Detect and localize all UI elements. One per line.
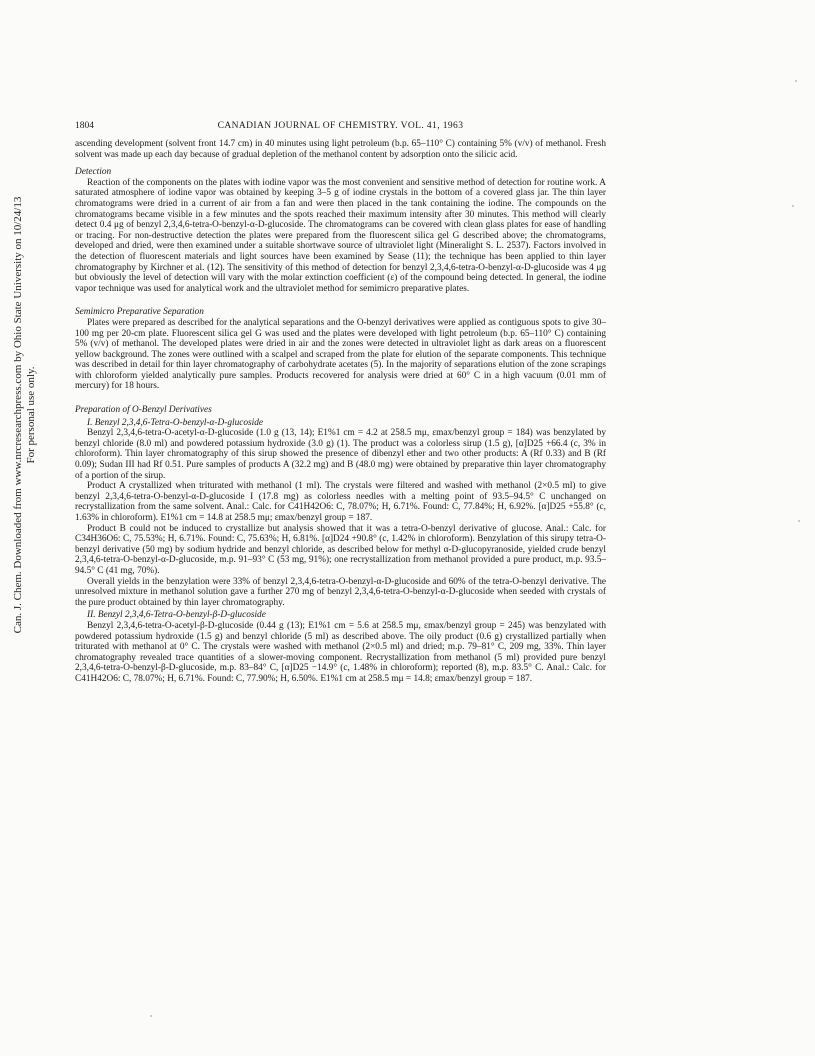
subsection-1-paragraph-2: Product A crystallized when triturated with methanol (1 ml). The crystals were filtered and washed with methanol (2×0.5 ml) to give benzyl 2,3,4,6-tetra-O-benzyl-α-D-glucoside I (17.8 mg) as colorless needles with a melting point of 93.5–94.5° C unchanged on recrystallization from the same solvent. Anal.: Calc. for C41H42O6: C, 78.07%; H, 6.71%. Found: C, 77.84%; H, 6.92%. [α]D25 +55.8° (c, 1.63% in chloroform). E1%1 cm = 14.8 at 258.5 mμ; εmax/benzyl group = 187. bbox=[75, 481, 606, 523]
journal-title: CANADIAN JOURNAL OF CHEMISTRY. VOL. 41, 1963 bbox=[217, 121, 464, 131]
left-gutter bbox=[0, 0, 70, 1056]
scan-speck bbox=[795, 80, 797, 82]
subsection-1-paragraph-4: Overall yields in the benzylation were 33% of benzyl 2,3,4,6-tetra-O-benzyl-α-D-glucoside and 60% of the tetra-O-benzyl derivative. The unresolved mixture in methanol solution gave a further 270 mg of benzyl 2,3,4,6-tetra-O-benzyl-α-D-glucoside when seeded with crystals of the pure product obtained by thin layer chromatography. bbox=[75, 576, 606, 608]
subsection-2-paragraph-1: Benzyl 2,3,4,6-tetra-O-acetyl-β-D-glucoside (0.44 g (13); E1%1 cm = 5.6 at 258.5 mμ, εmax/benzyl group = 245) was benzylated with powdered potassium hydroxide (1.5 g) and benzyl chloride (5 ml) as described above. The oily product (0.6 g) crystallized partially when triturated with methanol at 0° C. The crystals were washed with methanol (2×0.5 ml) and dried; m.p. 79–81° C, 209 mg, 33%. Thin layer chromatography revealed trace quantities of a slower-moving component. Recrystallization from methanol (5 ml) provided pure benzyl 2,3,4,6-tetra-O-benzyl-β-D-glucoside, m.p. 83–84° C, [α]D25 −14.9° (c, 1.48% in chloroform); reported (8), m.p. 83.5° C. Anal.: Calc. for C41H42O6: C, 78.07%; H, 6.71%. Found: C, 77.90%; H, 6.50%. E1%1 cm at 258.5 mμ = 14.8; εmax/benzyl group = 187. bbox=[75, 620, 606, 684]
page-number: 1804 bbox=[75, 121, 94, 131]
semimicro-heading: Semimicro Preparative Separation bbox=[75, 307, 204, 318]
detection-heading: Detection bbox=[75, 167, 112, 178]
intro-paragraph: ascending development (solvent front 14.7 cm) in 40 minutes using light petroleum (b.p. 65–110° C) containing 5% (v/v) of methanol. Fresh solvent was made up each day because of gradual depletion of the methanol content by adsorption onto the silicic acid. bbox=[75, 139, 606, 160]
subsection-1-paragraph-3: Product B could not be induced to crystallize but analysis showed that it was a tetra-O-benzyl derivative of glucose. Anal.: Calc. for C34H36O6: C, 75.53%; H, 6.71%. Found: C, 75.63%; H, 6.81%. [α]D24 +90.8° (c, 1.42% in chloroform). Benzylation of this sirupy tetra-O-benzyl derivative (50 mg) by sodium hydride and benzyl chloride, as described below for methyl α-D-glucopyranoside, yielded crude benzyl 2,3,4,6-tetra-O-benzyl-α-D-glucoside, m.p. 91–93° C (53 mg, 91%); one recrystallization from methanol provided a pure product, m.p. 93.5–94.5° C (41 mg, 70%). bbox=[75, 523, 606, 576]
semimicro-paragraph: Plates were prepared as described for the analytical separations and the O-benzyl derivatives were applied as contiguous spots to give 30–100 mg per 20-cm plate. Fluorescent silica gel G was used and the plates were developed with light petroleum (b.p. 65–110° C) containing 5% (v/v) of methanol. The developed plates were dried in air and the zones were detected in ultraviolet light as dark areas on a fluorescent yellow background. The zones were outlined with a scalpel and scraped from the plate for elution of the separate components. This technique was described in detail for thin layer chromatography of carbohydrate acetates (5). In the majority of separations elution of the zone scrapings with chloroform yielded analytically pure samples. Products recovered for analysis were dried at 60° C in a high vacuum (0.01 mm of mercury) for 18 hours. bbox=[75, 317, 606, 392]
preparation-heading: Preparation of O-Benzyl Derivatives bbox=[75, 405, 212, 416]
subsection-1-paragraph-1: Benzyl 2,3,4,6-tetra-O-acetyl-α-D-glucoside (1.0 g (13, 14); E1%1 cm = 4.2 at 258.5 mμ, εmax/benzyl group = 184) was benzylated by benzyl chloride (8.0 ml) and powdered potassium hydroxide (3.0 g) (1). The product was a colorless sirup (1.5 g), [α]D25 +66.4 (c, 3% in chloroform). Thin layer chromatography of this sirup showed the presence of dibenzyl ether and two other products: A (Rf 0.33) and B (Rf 0.09); Sudan III had Rf 0.51. Pure samples of products A (32.2 mg) and B (48.0 mg) were obtained by preparative thin layer chromatography of a portion of the sirup. bbox=[75, 428, 606, 481]
scan-speck bbox=[792, 205, 794, 207]
running-header bbox=[75, 121, 606, 135]
article-page bbox=[75, 121, 606, 685]
download-notice bbox=[12, 180, 38, 650]
download-notice-line1: Can. J. Chem. Downloaded from www.nrcresearchpress.com by Ohio State University on 10/24/13 bbox=[12, 196, 24, 634]
subsection-1-heading: I. Benzyl 2,3,4,6-Tetra-O-benzyl-α-D-glucoside bbox=[87, 417, 263, 428]
detection-paragraph: Reaction of the components on the plates with iodine vapor was the most convenient and sensitive method of detection for routine work. A saturated atmosphere of iodine vapor was obtained by keeping 3–5 g of iodine crystals in the bottom of a covered glass jar. The thin layer chromatograms were dried in a current of air from a fan and were then placed in the tank containing the iodine. The compounds on the chromatograms became visible in a few minutes and the spots reached their maximum intensity after 30 minutes. This method will clearly detect 0.4 μg of benzyl 2,3,4,6-tetra-O-benzyl-α-D-glucoside. The chromatograms can be covered with clean glass plates for ease of handling or tracing. For non-destructive detection the plates were prepared from the fluorescent silica gel G described above; the chromatograms, developed and dried, were then examined under a suitable shortwave source of ultraviolet light (Mineralight S. L. 2537). Factors involved in the detection of fluorescent materials and light sources have been examined by Sease (11); the technique has been applied to thin layer chromatography by Kirchner et al. (12). The sensitivity of this method of detection for benzyl 2,3,4,6-tetra-O-benzyl-α-D-glucoside was 4 μg but obviously the level of detection will vary with the molar extinction coefficient (ε) of the compound being detected. In general, the iodine vapor technique was used for analytical work and the ultraviolet method for semimicro preparative plates. bbox=[75, 177, 606, 294]
scan-speck bbox=[150, 1015, 152, 1017]
scan-speck bbox=[798, 520, 800, 522]
download-notice-line2: For personal use only. bbox=[25, 366, 37, 464]
subsection-2-heading: II. Benzyl 2,3,4,6-Tetra-O-benzyl-β-D-glucoside bbox=[87, 610, 266, 621]
